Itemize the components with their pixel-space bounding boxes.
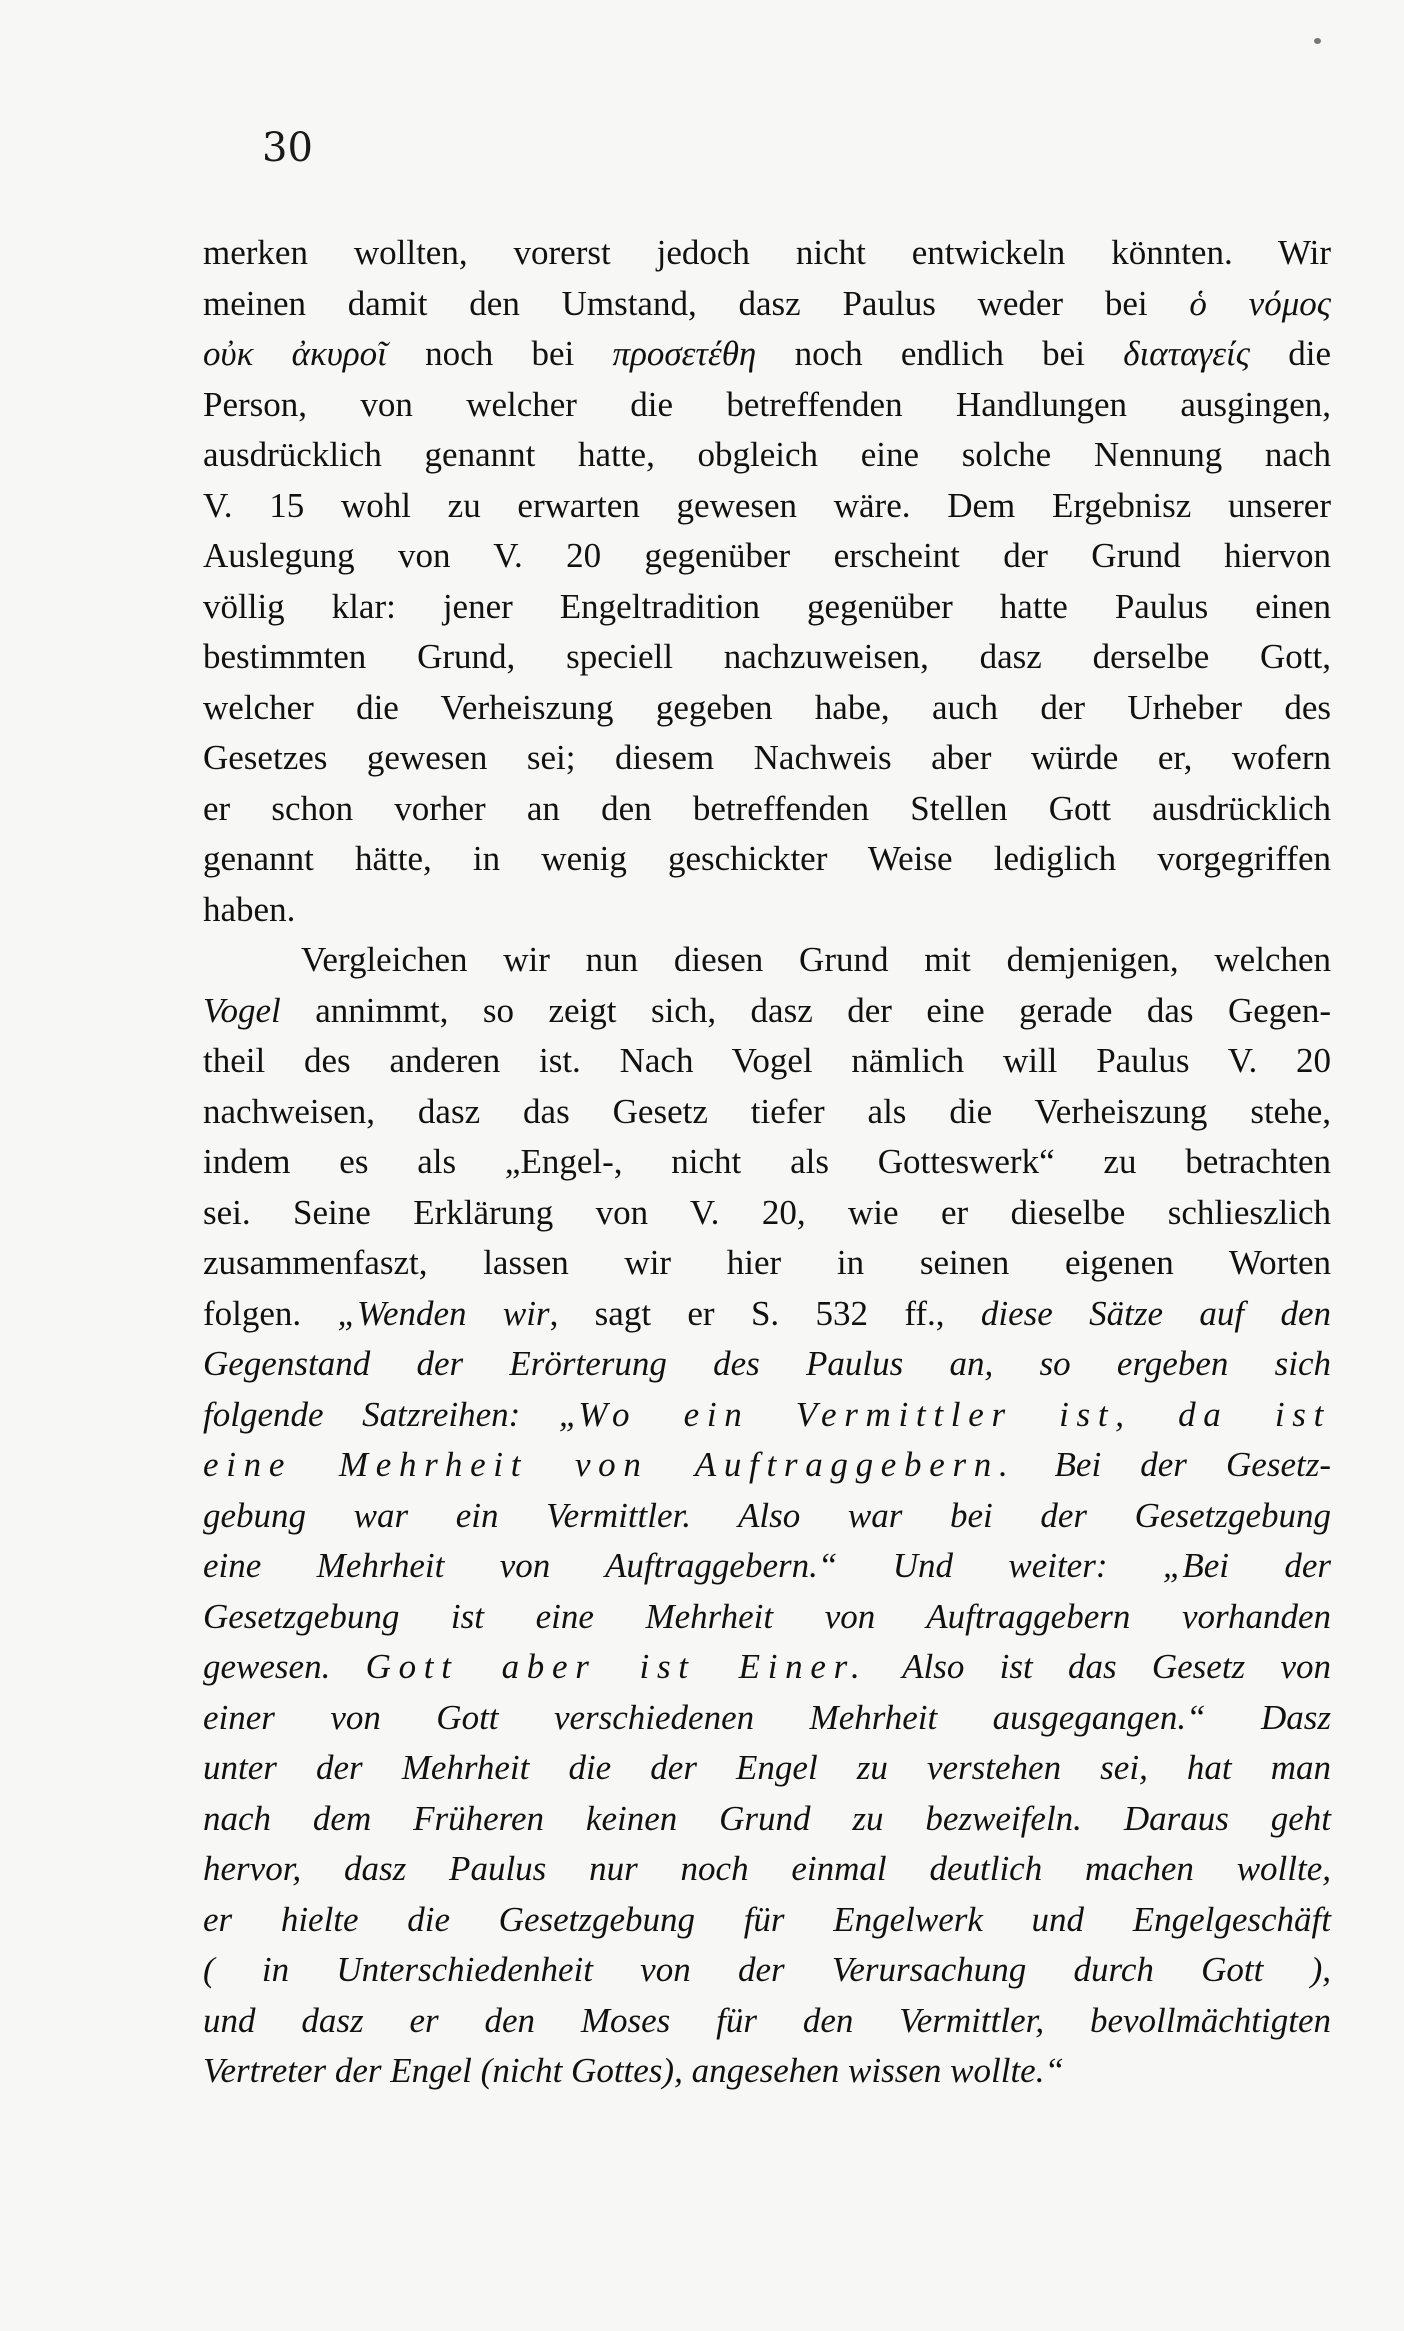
ink-speck [1314,38,1321,44]
text-line: hervor, dasz Paulus nur noch einmal deutlich machen wollte, [203,1849,1331,1888]
text-line: sei. Seine Erklärung von V. 20, wie er dieselbe schlieszlich [203,1192,1331,1232]
text-line: er hielte die Gesetzgebung für Engelwerk und Engelgeschäft [203,1899,1331,1939]
text-line: indem es als „Engel-, nicht als Gotteswerk“ zu betrachten [203,1142,1331,1181]
text-line: merken wollten, vorerst jedoch nicht entwickeln könnten. Wir [203,233,1331,272]
spaced-emphasis: eine Mehrheit von Auftraggebern. [203,1445,1016,1484]
text-line: genannt hätte, in wenig geschickter Weise lediglich vorgegriffen [203,839,1331,878]
body-text [203,228,1331,2097]
text-line: eine Mehrheit von Auftraggebern. Bei der Gesetz- [203,1445,1331,1484]
spaced-emphasis: Gott aber ist Einer. [365,1647,868,1686]
text-line: zusammenfaszt, lassen wir hier in seinen eigenen Worten [203,1243,1331,1282]
text-line: nachweisen, dasz das Gesetz tiefer als die Verheiszung stehe, [203,1091,1331,1131]
text-line: und dasz er den Moses für den Vermittler, bevollmächtigten [203,2000,1331,2040]
spaced-emphasis: Wo ein Vermittler ist, da ist [578,1394,1331,1434]
text-line: Auslegung von V. 20 gegenüber erscheint der Grund hiervon [203,536,1331,575]
text-line: er schon vorher an den betreffenden Stellen Gott ausdrücklich [203,788,1331,828]
text-line: welcher die Verheiszung gegeben habe, auch der Urheber des [203,687,1331,727]
text-line: ( in Unterschiedenheit von der Verursachung durch Gott ), [203,1950,1331,1989]
text-line: Person, von welcher die betreffenden Handlungen ausgingen, [203,384,1331,424]
text-line: Vogel annimmt, so zeigt sich, dasz der eine gerade das Gegen- [203,990,1331,1030]
text-line: folgende Satzreihen: „Wo ein Vermittler ist, da ist [203,1394,1331,1434]
text-line: Vertreter der Engel (nicht Gottes), angesehen wissen wollte.“ [203,2051,1064,2090]
text-line: οὐκ ἀκυροῖ noch bei προσετέθη noch endlich bei διαταγείς die [203,334,1332,373]
greek-phrase: οὐκ ἀκυροῖ [203,334,387,373]
text-line: bestimmten Grund, speciell nachzuweisen, dasz derselbe Gott, [203,637,1331,676]
text-line: haben. [203,889,296,929]
text-line: folgen. „Wenden wir, sagt er S. 532 ff., diese Sätze auf den [203,1293,1331,1333]
text-line: nach dem Früheren keinen Grund zu bezweifeln. Daraus geht [203,1798,1331,1838]
text-line: Gesetzgebung ist eine Mehrheit von Auftraggebern vorhanden [203,1596,1331,1636]
text-line: V. 15 wohl zu erwarten gewesen wäre. Dem Ergebnisz unserer [203,485,1331,525]
text-line: meinen damit den Umstand, dasz Paulus weder bei ὁ νόμος [203,283,1331,323]
text-line: eine Mehrheit von Auftraggebern.“ Und weiter: „Bei der [203,1546,1331,1585]
author-name: Vogel [203,990,281,1030]
text-line: gewesen. Gott aber ist Einer. Also ist das Gesetz von [203,1647,1331,1686]
text-line: völlig klar: jener Engeltradition gegenüber hatte Paulus einen [203,586,1331,626]
page-number: 30 [262,125,313,171]
greek-phrase: ὁ νόμος [1189,283,1331,323]
text-line: theil des anderen ist. Nach Vogel nämlich will Paulus V. 20 [203,1041,1331,1080]
text-line: Gesetzes gewesen sei; diesem Nachweis aber würde er, wofern [203,738,1331,777]
text-line: gebung war ein Vermittler. Also war bei der Gesetzgebung [203,1495,1331,1535]
greek-phrase: διαταγείς [1123,334,1250,373]
text-line: unter der Mehrheit die der Engel zu verstehen sei, hat man [203,1748,1331,1787]
greek-phrase: προσετέθη [612,334,757,373]
text-line: Gegenstand der Erörterung des Paulus an, so ergeben sich [203,1344,1331,1383]
text-line: einer von Gott verschiedenen Mehrheit ausgegangen.“ Dasz [203,1697,1331,1737]
text-line: ausdrücklich genannt hatte, obgleich eine solche Nennung nach [203,435,1331,474]
text-line: Vergleichen wir nun diesen Grund mit demjenigen, welchen [301,940,1331,979]
